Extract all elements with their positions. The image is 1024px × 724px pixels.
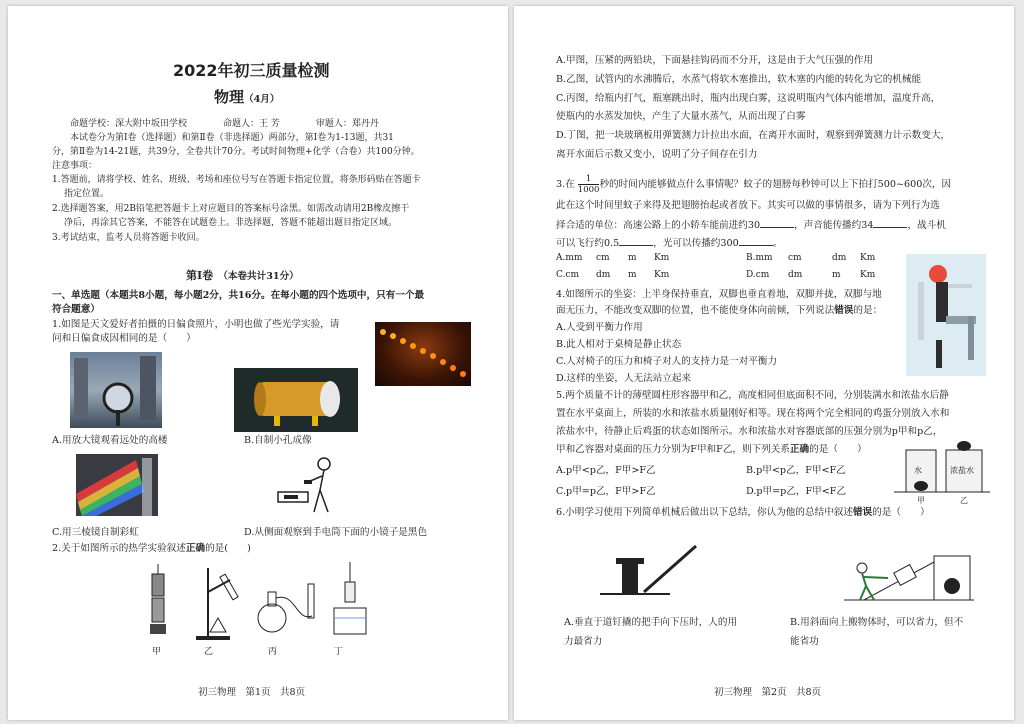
q2-option-d-line1: D.丁图，把一块玻璃板用弹簧测力计拉出水面，在离开水面时，观察到弹簧测力计示数变大， — [556, 130, 951, 141]
note-3: 3.考试结束，监考人员将答题卡收回。 — [52, 233, 205, 243]
q3-fraction — [578, 174, 600, 195]
q4-b-pre: 面无压力，不能改变双脚的位置，也不能使身体向前倾，下列说法 — [556, 305, 835, 316]
q3-c-unit-3: m — [628, 270, 637, 280]
q3-d-unit-2: dm — [788, 270, 803, 280]
notes-title: 注意事项： — [52, 161, 98, 171]
note-1a: 1.答题前，请将学校、姓名、班级、考场和座位号写在答题卡指定位置，将条形码贴在答题卡 — [52, 175, 421, 185]
rail-crowbar-figure — [600, 542, 700, 602]
lead-blocks-figure — [150, 564, 166, 634]
q3-line-d — [556, 236, 782, 251]
q1-option-a: A.用放大镜观看远处的高楼 — [52, 435, 168, 446]
q3-blank-3 — [619, 236, 653, 246]
q5-line-b: 置在水平桌面上，所装的水和浓盐水质量刚好相等。现在将两个完全相同的鸡蛋分别放入水和 — [556, 408, 950, 419]
q3-fraction-numerator: 1 — [578, 174, 600, 185]
subject: 物理 — [214, 88, 245, 106]
q4-option-d: D.这样的坐姿，人无法站立起来 — [556, 373, 692, 384]
q5-d-bold: 正确 — [789, 444, 810, 455]
q4-option-a: A.人受到平衡力作用 — [556, 322, 643, 333]
q3-a-unit-4: Km — [654, 253, 670, 263]
incline-figure — [844, 546, 974, 604]
q2-option-c-line1: C.丙图，给瓶内打气，瓶塞跳出时，瓶内出现白雾，这说明瓶内气体内能增加，温度升高， — [556, 93, 941, 104]
intro-line-2: 分，第Ⅱ卷为14-21题，共39分，全卷共计70分。考试时间物理+化学（合卷）共100分钟。 — [52, 147, 420, 157]
q5-d-pre: 甲和乙容器对桌面的压力分别为F甲和F乙，则下列关系 — [556, 444, 790, 455]
q5-line-a: 5.两个质量不计的薄壁圆柱形容器甲和乙，高度相同但底面积不同，分别装满水和浓盐水后静 — [556, 390, 949, 401]
flashlight-mirror-sketch — [274, 452, 346, 518]
q3-line-a — [556, 174, 951, 195]
part1-heading-a: 一、单选题（本题共8小题，每小题2分，共16分。在每小题的四个选项中，只有一个最 — [52, 290, 425, 301]
q3-c-post: ，战斗机 — [907, 220, 946, 231]
q6-stem — [556, 506, 930, 520]
magnifier-icon — [70, 352, 162, 428]
containers-drawing — [894, 436, 990, 506]
containers-figure — [894, 436, 990, 506]
q3-b-unit-4: Km — [860, 253, 876, 263]
q3-blank-4 — [739, 236, 773, 246]
q6-option-b-line2: 能省功 — [790, 636, 819, 647]
q6-option-a-line2: 力最省力 — [564, 636, 603, 647]
q1-line-a: 1.如图是天文爱好者拍摄的日偏食照片，小明也做了些光学实验，请 — [52, 319, 340, 330]
container-jia-label: 甲 — [917, 496, 925, 505]
exam-page-2 — [514, 6, 1014, 720]
q5-line-d — [556, 443, 867, 457]
note-2b: 净后，再涂其它答案，不能答在试题卷上。非选择题，答题不能超出题目指定区域。 — [64, 218, 398, 228]
q3-c-pre: 择合适的单位：高速公路上的小轿车能前进约30 — [556, 220, 761, 231]
eclipse-photo — [375, 322, 471, 386]
part1-heading-b: 符合题意） — [52, 304, 100, 315]
q2-label-yi: 乙 — [204, 647, 214, 657]
q3-d-mid: ，光可以传播约300 — [653, 238, 739, 249]
q6-stem-post: 的是（ ） — [872, 507, 930, 518]
page-1-footer: 初三物理 第1页 共8页 — [198, 687, 306, 698]
q2-option-a: A.甲图，压紧的两铅块，下面悬挂钩码而不分开，这是由于大气压强的作用 — [556, 55, 873, 66]
q3-prefix: 3.在 — [556, 179, 575, 190]
q2-stem-bold: 正确 — [185, 543, 206, 554]
q4-line-a: 4.如图所示的坐姿：上半身保持垂直，双脚也垂直着地，双脚并拢，双脚与地 — [556, 289, 882, 300]
q5-option-a: A.p甲<p乙，F甲>F乙 — [556, 465, 656, 476]
water-label: 水 — [914, 466, 922, 475]
q3-d-post: 。 — [772, 238, 783, 249]
q3-b-unit-3: dm — [832, 253, 847, 263]
exam-title: 2022年初三质量检测 — [173, 61, 330, 80]
q2-stem-suffix: 的是( ) — [205, 543, 251, 554]
q2-option-d-line2: 离开水面后示数又变小，说明了分子间存在引力 — [556, 149, 758, 160]
q2-stem-prefix: 2.关于如图所示的热学实验叙述 — [52, 543, 186, 554]
q5-option-b: B.p甲<p乙，F甲<F乙 — [746, 465, 846, 476]
q2-stem — [52, 542, 251, 556]
q6-option-a-line1: A.垂直于道钉撬的把手向下压时，人的用 — [564, 617, 738, 628]
section-title: 第Ⅰ卷 — [186, 269, 214, 282]
q3-d-unit-4: Km — [860, 270, 876, 280]
q6-stem-bold: 错误 — [852, 507, 873, 518]
q5-d-post: 的是（ ） — [809, 444, 867, 455]
q3-d-pre: 可以飞行约0.5 — [556, 238, 620, 249]
section-heading — [186, 264, 299, 284]
page-2-footer: 初三物理 第2页 共8页 — [714, 687, 822, 698]
q3-postfix: 秒的时间内能够做点什么事情呢？蚊子的翅膀每秒钟可以上下拍打500~600次，因 — [599, 179, 952, 190]
q3-c-unit-4: Km — [654, 270, 670, 280]
q3-a-unit-1: A.mm — [556, 253, 583, 263]
tube-icon — [234, 368, 358, 432]
q1-option-b: B.自制小孔成像 — [244, 435, 312, 446]
eclipse-sequence — [375, 322, 471, 386]
beaker-spring-figure — [334, 562, 366, 634]
q3-a-unit-2: cm — [596, 253, 610, 263]
q4-option-c: C.人对椅子的压力和椅子对人的支持力是一对平衡力 — [556, 356, 778, 367]
q2-label-jia: 甲 — [152, 647, 162, 657]
q3-d-unit-1: D.cm — [746, 270, 770, 280]
q3-c-mid: ，声音能传播约34 — [794, 220, 874, 231]
thermal-experiments-figure — [136, 562, 376, 642]
prism-rainbow-photo — [76, 454, 158, 516]
pinhole-camera-photo — [234, 368, 358, 432]
seated-woman-icon — [906, 254, 986, 376]
q3-a-unit-3: m — [628, 253, 637, 263]
q2-option-b: B.乙图，试管内的水沸腾后，水蒸气将软木塞推出，软木塞的内能的转化为它的机械能 — [556, 74, 922, 85]
magnifier-photo — [70, 352, 162, 428]
q4-option-b: B.此人相对于桌椅是静止状态 — [556, 339, 682, 350]
q3-d-unit-3: m — [832, 270, 841, 280]
person-sketch-icon — [274, 452, 346, 518]
q6-stem-pre: 6.小明学习使用下列简单机械后做出以下总结，你认为他的总结中叙述 — [556, 507, 853, 518]
q6-option-b-line1: B.用斜面向上搬物体时，可以省力，但不 — [790, 617, 964, 628]
q4-b-post: 的是： — [853, 305, 883, 316]
intro-line-1: 本试卷分为第Ⅰ卷（选择题）和第Ⅱ卷（非选择题）两部分，第Ⅰ卷为1-13题，共31 — [70, 133, 394, 143]
section-note: （本卷共计31分） — [218, 271, 299, 282]
note-1b: 指定位置。 — [64, 189, 110, 199]
q3-fraction-denominator: 1000 — [577, 185, 600, 195]
q3-blank-1 — [760, 218, 794, 228]
q3-option-c — [556, 270, 756, 284]
q3-line-c — [556, 218, 946, 233]
q3-option-a — [556, 253, 756, 267]
q3-blank-2 — [873, 218, 907, 228]
test-tube-figure — [196, 568, 238, 640]
q3-c-unit-1: C.cm — [556, 270, 580, 280]
flask-pump-figure — [258, 584, 314, 632]
note-2a: 2.选择题答案，用2B铅笔把答题卡上对应题目的答案标号涂黑。如需改动请用2B橡皮擦干 — [52, 204, 410, 214]
exam-page-1 — [8, 6, 508, 720]
q2-option-c-line2: 使瓶内的水蒸发加快，产生了大量水蒸气，从而出现了白雾 — [556, 111, 806, 122]
rainbow-icon — [76, 454, 158, 516]
q4-line-b — [556, 304, 882, 318]
q3-line-b: 此在这个时间里蚊子来得及把翅膀抬起或者放下。其实可以做的事情很多，请为下列行为选 — [556, 200, 940, 211]
q2-label-bing: 丙 — [268, 647, 278, 657]
q3-b-unit-2: cm — [788, 253, 802, 263]
q1-line-b: 问和日偏食成因相同的是（ ） — [52, 333, 196, 344]
brine-label: 浓盐水 — [950, 466, 974, 475]
q2-label-ding: 丁 — [334, 647, 344, 657]
q4-b-bold: 错误 — [834, 305, 854, 316]
q1-option-c: C.用三棱镜自制彩虹 — [52, 527, 139, 538]
seated-posture-illustration — [906, 254, 986, 376]
subject-note: （4月） — [244, 94, 280, 105]
meta-line: 命题学校：深大附中坂田学校 命题人：王 芳 审题人：郑丹丹 — [70, 119, 379, 129]
subject-line — [214, 86, 279, 107]
q5-line-c: 浓盐水中，待静止后鸡蛋的状态如图所示。水和浓盐水对容器底部的压强分别为p甲和p乙， — [556, 426, 943, 437]
q5-option-c: C.p甲=p乙，F甲>F乙 — [556, 486, 656, 497]
q1-option-d: D.从侧面观察到手电筒下面的小镜子是黑色 — [244, 527, 428, 538]
q3-b-unit-1: B.mm — [746, 253, 773, 263]
q5-option-d: D.p甲=p乙，F甲<F乙 — [746, 486, 847, 497]
q3-c-unit-2: dm — [596, 270, 611, 280]
container-yi-label: 乙 — [960, 496, 968, 505]
